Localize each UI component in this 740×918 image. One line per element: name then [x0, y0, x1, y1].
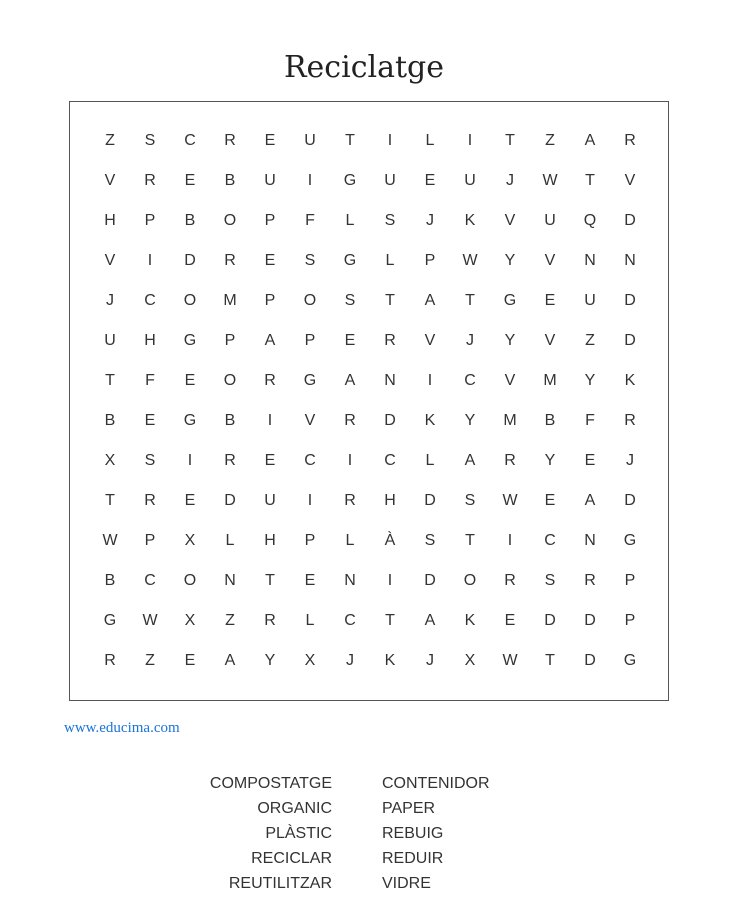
- grid-letter[interactable]: M: [503, 412, 517, 429]
- grid-letter[interactable]: T: [105, 372, 115, 389]
- grid-letter[interactable]: M: [543, 372, 557, 389]
- grid-letter[interactable]: W: [102, 532, 118, 549]
- grid-letter[interactable]: I: [387, 572, 393, 589]
- grid-letter[interactable]: I: [387, 132, 393, 149]
- grid-letter[interactable]: C: [144, 292, 156, 309]
- grid-letter[interactable]: I: [347, 452, 353, 469]
- grid-letter[interactable]: K: [624, 372, 636, 389]
- grid-letter[interactable]: C: [464, 372, 476, 389]
- grid-letter[interactable]: R: [224, 252, 236, 269]
- grid-letter[interactable]: V: [104, 172, 116, 189]
- grid-letter[interactable]: S: [544, 572, 556, 589]
- grid-letter[interactable]: Q: [583, 212, 597, 229]
- grid-letter[interactable]: V: [624, 172, 636, 189]
- grid-letter[interactable]: I: [187, 452, 193, 469]
- grid-letter[interactable]: T: [545, 652, 555, 669]
- grid-letter[interactable]: V: [504, 372, 516, 389]
- grid-letter[interactable]: A: [584, 492, 596, 509]
- grid-letter[interactable]: D: [624, 332, 636, 349]
- grid-letter[interactable]: B: [184, 212, 196, 229]
- grid-letter[interactable]: D: [584, 652, 596, 669]
- grid-letter[interactable]: U: [584, 292, 596, 309]
- grid-letter[interactable]: S: [424, 532, 436, 549]
- grid-letter[interactable]: N: [224, 572, 236, 589]
- grid-letter[interactable]: V: [104, 252, 116, 269]
- grid-letter[interactable]: S: [464, 492, 476, 509]
- grid-letter[interactable]: H: [384, 492, 396, 509]
- grid-letter[interactable]: R: [384, 332, 396, 349]
- grid-letter[interactable]: L: [385, 252, 395, 269]
- grid-letter[interactable]: T: [505, 132, 515, 149]
- grid-letter[interactable]: E: [144, 412, 156, 429]
- grid-letter[interactable]: E: [344, 332, 356, 349]
- grid-letter[interactable]: W: [502, 492, 518, 509]
- grid-letter[interactable]: L: [225, 532, 235, 549]
- grid-letter[interactable]: G: [303, 372, 317, 389]
- grid-letter[interactable]: V: [424, 332, 436, 349]
- grid-letter[interactable]: A: [264, 332, 276, 349]
- grid-letter[interactable]: U: [464, 172, 476, 189]
- grid-letter[interactable]: P: [624, 572, 636, 589]
- grid-letter[interactable]: E: [184, 172, 196, 189]
- grid-letter[interactable]: E: [184, 372, 196, 389]
- grid-letter[interactable]: R: [224, 132, 236, 149]
- grid-letter[interactable]: N: [584, 532, 596, 549]
- grid-letter[interactable]: E: [544, 292, 556, 309]
- grid-letter[interactable]: Z: [105, 132, 115, 149]
- grid-letter[interactable]: W: [542, 172, 558, 189]
- grid-letter[interactable]: À: [384, 532, 396, 549]
- grid-letter[interactable]: B: [104, 572, 116, 589]
- grid-letter[interactable]: R: [584, 572, 596, 589]
- grid-letter[interactable]: X: [184, 532, 196, 549]
- grid-letter[interactable]: V: [544, 332, 556, 349]
- grid-letter[interactable]: T: [385, 292, 395, 309]
- grid-letter[interactable]: Z: [145, 652, 155, 669]
- grid-letter[interactable]: G: [183, 412, 197, 429]
- grid-letter[interactable]: M: [223, 292, 237, 309]
- grid-letter[interactable]: D: [624, 292, 636, 309]
- word-list-item: ORGANIC: [257, 800, 332, 817]
- grid-letter[interactable]: D: [424, 572, 436, 589]
- grid-letter[interactable]: D: [224, 492, 236, 509]
- grid-letter[interactable]: C: [304, 452, 316, 469]
- grid-letter[interactable]: S: [144, 452, 156, 469]
- grid-letter[interactable]: T: [465, 532, 475, 549]
- grid-letter[interactable]: G: [503, 292, 517, 309]
- grid-letter[interactable]: R: [104, 652, 116, 669]
- grid-letter[interactable]: H: [104, 212, 116, 229]
- word-list-item: REUTILITZAR: [228, 875, 332, 892]
- grid-letter[interactable]: L: [425, 452, 435, 469]
- grid-letter[interactable]: D: [584, 612, 596, 629]
- grid-letter[interactable]: F: [305, 212, 315, 229]
- grid-letter[interactable]: H: [144, 332, 156, 349]
- grid-letter[interactable]: U: [544, 212, 556, 229]
- grid-letter[interactable]: E: [264, 132, 276, 149]
- grid-letter[interactable]: Y: [544, 452, 556, 469]
- grid-letter[interactable]: O: [183, 572, 197, 589]
- grid-letter[interactable]: X: [104, 452, 116, 469]
- grid-letter[interactable]: B: [544, 412, 556, 429]
- grid-letter[interactable]: I: [467, 132, 473, 149]
- grid-letter[interactable]: I: [267, 412, 273, 429]
- grid-letter[interactable]: K: [464, 212, 476, 229]
- grid-letter[interactable]: A: [424, 292, 436, 309]
- grid-letter[interactable]: C: [384, 452, 396, 469]
- grid-letter[interactable]: P: [304, 332, 316, 349]
- grid-letter[interactable]: G: [623, 652, 637, 669]
- grid-letter[interactable]: O: [463, 572, 477, 589]
- grid-letter[interactable]: I: [507, 532, 513, 549]
- grid-letter[interactable]: K: [384, 652, 396, 669]
- grid-letter[interactable]: P: [144, 212, 156, 229]
- grid-letter[interactable]: E: [264, 452, 276, 469]
- grid-letter[interactable]: G: [183, 332, 197, 349]
- grid-letter[interactable]: C: [544, 532, 556, 549]
- grid-letter[interactable]: R: [504, 572, 516, 589]
- grid-letter[interactable]: A: [464, 452, 476, 469]
- grid-letter[interactable]: H: [264, 532, 276, 549]
- grid-letter[interactable]: P: [624, 612, 636, 629]
- grid-letter[interactable]: U: [384, 172, 396, 189]
- grid-letter[interactable]: A: [584, 132, 596, 149]
- grid-letter[interactable]: R: [144, 492, 156, 509]
- word-search-board: [69, 101, 669, 701]
- grid-letter[interactable]: D: [384, 412, 396, 429]
- grid-letter[interactable]: C: [344, 612, 356, 629]
- grid-letter[interactable]: D: [624, 492, 636, 509]
- grid-letter[interactable]: R: [264, 612, 276, 629]
- grid-letter[interactable]: A: [344, 372, 356, 389]
- grid-letter[interactable]: X: [304, 652, 316, 669]
- word-list-item: COMPOSTATGE: [209, 775, 332, 792]
- grid-letter[interactable]: O: [303, 292, 317, 309]
- grid-letter[interactable]: J: [106, 292, 114, 309]
- grid-letter[interactable]: E: [424, 172, 436, 189]
- grid-letter[interactable]: R: [504, 452, 516, 469]
- grid-letter[interactable]: J: [426, 652, 434, 669]
- grid-letter[interactable]: E: [504, 612, 516, 629]
- grid-letter[interactable]: I: [307, 492, 313, 509]
- word-list-item: REDUIR: [382, 850, 444, 867]
- website-link[interactable]: www.educima.com: [64, 720, 180, 736]
- word-list-item: CONTENIDOR: [382, 775, 490, 792]
- grid-letter[interactable]: T: [265, 572, 275, 589]
- grid-letter[interactable]: R: [224, 452, 236, 469]
- grid-letter[interactable]: E: [184, 652, 196, 669]
- grid-letter[interactable]: B: [104, 412, 116, 429]
- word-list-item: RECICLAR: [251, 850, 332, 867]
- grid-letter[interactable]: V: [544, 252, 556, 269]
- grid-letter[interactable]: P: [224, 332, 236, 349]
- grid-letter[interactable]: I: [427, 372, 433, 389]
- grid-letter[interactable]: N: [624, 252, 636, 269]
- word-list-item: PAPER: [382, 800, 436, 817]
- grid-letter[interactable]: I: [307, 172, 313, 189]
- grid-letter[interactable]: V: [304, 412, 316, 429]
- page-title: Reciclatge: [283, 50, 445, 85]
- grid-letter[interactable]: P: [264, 212, 276, 229]
- word-list: [190, 773, 550, 895]
- grid-letter[interactable]: Y: [264, 652, 276, 669]
- grid-letter[interactable]: T: [345, 132, 355, 149]
- grid-letter[interactable]: R: [144, 172, 156, 189]
- grid-letter[interactable]: Z: [225, 612, 235, 629]
- grid-letter[interactable]: J: [346, 652, 354, 669]
- grid-letter[interactable]: D: [544, 612, 556, 629]
- grid-letter[interactable]: P: [424, 252, 436, 269]
- grid-letter[interactable]: C: [144, 572, 156, 589]
- grid-letter[interactable]: A: [224, 652, 236, 669]
- grid-letter[interactable]: U: [264, 172, 276, 189]
- grid-letter[interactable]: U: [304, 132, 316, 149]
- grid-letter[interactable]: E: [264, 252, 276, 269]
- grid-letter[interactable]: B: [224, 412, 236, 429]
- grid-letter[interactable]: D: [424, 492, 436, 509]
- word-list-item: REBUIG: [382, 825, 444, 842]
- grid-letter[interactable]: Y: [584, 372, 596, 389]
- grid-letter[interactable]: T: [105, 492, 115, 509]
- grid-letter[interactable]: X: [184, 612, 196, 629]
- grid-letter[interactable]: T: [385, 612, 395, 629]
- grid-letter[interactable]: P: [304, 532, 316, 549]
- grid-letter[interactable]: D: [624, 212, 636, 229]
- grid-letter[interactable]: T: [585, 172, 595, 189]
- grid-letter[interactable]: R: [624, 412, 636, 429]
- grid-letter[interactable]: E: [584, 452, 596, 469]
- grid-letter[interactable]: E: [304, 572, 316, 589]
- grid-letter[interactable]: T: [465, 292, 475, 309]
- word-list-item: PLÀSTIC: [265, 825, 332, 842]
- grid-letter[interactable]: X: [464, 652, 476, 669]
- word-list-item: VIDRE: [382, 875, 431, 892]
- grid-letter[interactable]: R: [264, 372, 276, 389]
- grid-letter[interactable]: P: [264, 292, 276, 309]
- grid-letter[interactable]: E: [184, 492, 196, 509]
- grid-letter[interactable]: G: [623, 532, 637, 549]
- grid-letter[interactable]: F: [145, 372, 155, 389]
- grid-letter[interactable]: O: [223, 212, 237, 229]
- grid-letter[interactable]: S: [144, 132, 156, 149]
- grid-letter[interactable]: Y: [464, 412, 476, 429]
- grid-letter[interactable]: C: [184, 132, 196, 149]
- grid-letter[interactable]: N: [384, 372, 396, 389]
- grid-letter[interactable]: W: [502, 652, 518, 669]
- grid-letter[interactable]: K: [464, 612, 476, 629]
- grid-letter[interactable]: K: [424, 412, 436, 429]
- grid-letter[interactable]: L: [305, 612, 315, 629]
- grid-letter[interactable]: F: [585, 412, 595, 429]
- grid-letter[interactable]: N: [584, 252, 596, 269]
- grid-letter[interactable]: L: [345, 212, 355, 229]
- grid-letter[interactable]: W: [142, 612, 158, 629]
- grid-letter[interactable]: S: [304, 252, 316, 269]
- grid-letter[interactable]: R: [344, 412, 356, 429]
- grid-letter[interactable]: O: [223, 372, 237, 389]
- grid-letter[interactable]: Y: [504, 252, 516, 269]
- letter-grid: [90, 121, 650, 681]
- grid-letter[interactable]: J: [426, 212, 434, 229]
- grid-letter[interactable]: N: [344, 572, 356, 589]
- grid-letter[interactable]: L: [345, 532, 355, 549]
- grid-letter[interactable]: Y: [504, 332, 516, 349]
- grid-letter[interactable]: D: [184, 252, 196, 269]
- grid-letter[interactable]: B: [224, 172, 236, 189]
- grid-letter[interactable]: I: [147, 252, 153, 269]
- grid-letter[interactable]: S: [344, 292, 356, 309]
- grid-letter[interactable]: E: [544, 492, 556, 509]
- grid-letter[interactable]: L: [425, 132, 435, 149]
- grid-letter[interactable]: S: [384, 212, 396, 229]
- grid-letter[interactable]: G: [103, 612, 117, 629]
- grid-letter[interactable]: Z: [545, 132, 555, 149]
- grid-letter[interactable]: R: [624, 132, 636, 149]
- grid-letter[interactable]: J: [506, 172, 514, 189]
- grid-letter[interactable]: P: [144, 532, 156, 549]
- grid-letter[interactable]: O: [183, 292, 197, 309]
- grid-letter[interactable]: U: [104, 332, 116, 349]
- grid-letter[interactable]: G: [343, 172, 357, 189]
- grid-letter[interactable]: A: [424, 612, 436, 629]
- grid-letter[interactable]: Z: [585, 332, 595, 349]
- grid-letter[interactable]: J: [466, 332, 474, 349]
- grid-letter[interactable]: U: [264, 492, 276, 509]
- grid-letter[interactable]: V: [504, 212, 516, 229]
- grid-letter[interactable]: G: [343, 252, 357, 269]
- grid-letter[interactable]: W: [462, 252, 478, 269]
- grid-letter[interactable]: J: [626, 452, 634, 469]
- grid-letter[interactable]: R: [344, 492, 356, 509]
